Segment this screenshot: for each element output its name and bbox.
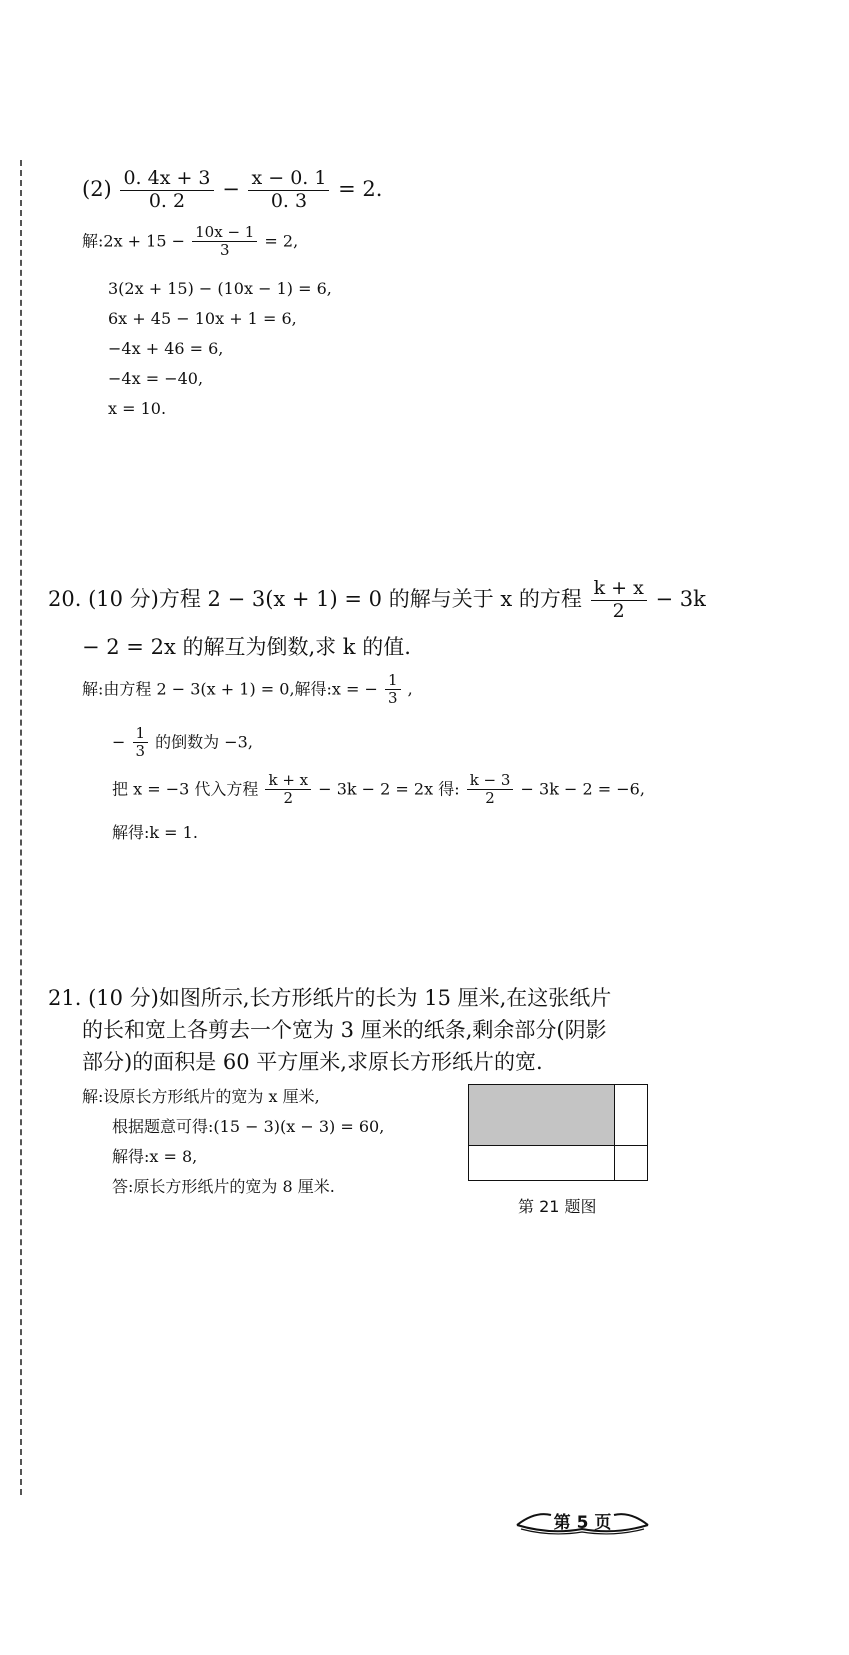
question-21 bbox=[48, 982, 611, 1078]
solution-line bbox=[112, 772, 645, 808]
text: 的倒数为 −3, bbox=[155, 732, 253, 752]
text: − bbox=[112, 732, 126, 752]
text: 20. (10 分)方程 2 − 3(x + 1) = 0 的解与关于 x 的方程 bbox=[48, 586, 582, 611]
fraction bbox=[265, 772, 311, 808]
page-number: 第 5 页 bbox=[553, 1513, 612, 1533]
solution-line: 根据题意可得:(15 − 3)(x − 3) = 60, bbox=[112, 1117, 385, 1136]
denominator: 3 bbox=[219, 241, 230, 260]
fraction bbox=[248, 168, 329, 213]
shaded-region bbox=[469, 1085, 614, 1145]
text: 把 x = −3 代入方程 bbox=[112, 779, 259, 799]
numerator: 1 bbox=[133, 725, 149, 743]
solution-line: 3(2x + 15) − (10x − 1) = 6, bbox=[108, 279, 332, 298]
text: = 2, bbox=[264, 231, 299, 251]
solution-21 bbox=[82, 1082, 384, 1202]
binding-dashed-line bbox=[20, 160, 22, 1495]
equation-rhs: = 2. bbox=[338, 176, 383, 201]
question-20-cont bbox=[82, 632, 411, 662]
page-number-badge bbox=[515, 1505, 650, 1535]
solution-line: 解得:x = 8, bbox=[112, 1147, 198, 1166]
solution-line bbox=[82, 672, 413, 708]
question-line: − 2 = 2x 的解互为倒数,求 k 的值. bbox=[82, 635, 411, 659]
numerator: k + x bbox=[265, 772, 311, 790]
question-line bbox=[48, 578, 706, 623]
solution-line bbox=[82, 224, 298, 260]
question-line: 部分)的面积是 60 平方厘米,求原长方形纸片的宽. bbox=[82, 1050, 543, 1074]
fraction bbox=[120, 168, 213, 213]
solution-line: −4x + 46 = 6, bbox=[108, 339, 224, 358]
fraction bbox=[385, 672, 401, 708]
question-20 bbox=[48, 578, 706, 623]
minus-sign: − bbox=[222, 176, 240, 201]
solution-line: 解得:k = 1. bbox=[112, 823, 198, 842]
question-line: 21. (10 分)如图所示,长方形纸片的长为 15 厘米,在这张纸片 bbox=[48, 986, 612, 1010]
numerator: 1 bbox=[385, 672, 401, 690]
cut-line-horizontal bbox=[469, 1145, 647, 1146]
text: − 3k − 2 = 2x 得: bbox=[318, 779, 460, 799]
text: − 3k − 2 = −6, bbox=[520, 779, 645, 799]
numerator: 0. 4x + 3 bbox=[120, 168, 213, 191]
fraction bbox=[192, 224, 257, 260]
equation-part-2 bbox=[82, 168, 382, 213]
solution-line: 答:原长方形纸片的宽为 8 厘米. bbox=[112, 1177, 335, 1196]
denominator: 0. 2 bbox=[148, 189, 186, 212]
figure-caption: 第 21 题图 bbox=[518, 1197, 597, 1216]
fraction bbox=[591, 578, 647, 623]
cut-line-vertical bbox=[614, 1085, 615, 1180]
fraction bbox=[467, 772, 514, 808]
text: 解:由方程 2 − 3(x + 1) = 0,解得:x = − bbox=[82, 679, 378, 699]
solution-line: x = 10. bbox=[108, 399, 167, 418]
solution-line: 6x + 45 − 10x + 1 = 6, bbox=[108, 309, 297, 328]
text: − 3k bbox=[655, 586, 706, 611]
solution-20-result bbox=[112, 818, 198, 848]
solution-20 bbox=[82, 672, 413, 708]
fraction bbox=[133, 725, 149, 761]
numerator: k + x bbox=[591, 578, 647, 601]
numerator: k − 3 bbox=[467, 772, 514, 790]
solution-line bbox=[112, 725, 253, 761]
solution-steps bbox=[108, 274, 332, 424]
solution-line: 解:设原长方形纸片的宽为 x 厘米, bbox=[82, 1087, 320, 1106]
solution-part-2 bbox=[82, 224, 298, 260]
part-label: (2) bbox=[82, 176, 112, 201]
solution-20-step bbox=[112, 772, 645, 808]
text: , bbox=[407, 679, 413, 699]
denominator: 2 bbox=[612, 599, 625, 622]
numerator: 10x − 1 bbox=[192, 224, 257, 242]
denominator: 3 bbox=[135, 742, 146, 761]
text: 解:2x + 15 − bbox=[82, 231, 186, 251]
numerator: x − 0. 1 bbox=[248, 168, 329, 191]
denominator: 0. 3 bbox=[270, 189, 308, 212]
question-line: 的长和宽上各剪去一个宽为 3 厘米的纸条,剩余部分(阴影 bbox=[82, 1018, 607, 1042]
rectangle-figure bbox=[468, 1084, 648, 1181]
solution-20-step bbox=[112, 725, 253, 761]
denominator: 3 bbox=[388, 689, 398, 708]
solution-line: −4x = −40, bbox=[108, 369, 204, 388]
denominator: 2 bbox=[283, 789, 294, 808]
denominator: 2 bbox=[485, 789, 495, 808]
